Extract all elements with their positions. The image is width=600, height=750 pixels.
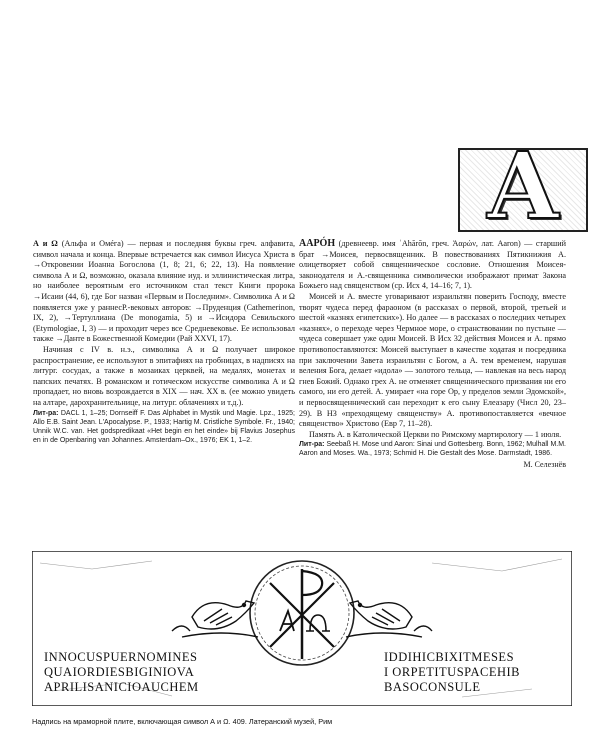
inscription-line: APRILISANICIOAUCHEM [44,680,199,694]
entry-headword: ААРÓН [299,238,336,249]
lit-text: Seebaß H. Mose und Aaron: Sinai und Gottesberg. Bonn, 1962; Mulhall M.M. Aaron and Moses. Wa., 1973; Schmid H. Die Gestalt des Mose. Darmstadt, 1986. [299,441,566,458]
right-column [299,239,566,471]
figure-caption: Надпись на мраморной плите, включающая символ А и Ω. 409. Латеранский музей, Рим [32,717,333,726]
drop-letter: A [487,132,559,240]
inscription-line: I ORPETITUSPACEHIB [384,665,520,679]
lit-text: DACL 1, 1–25; Dornseiff F. Das Alphabet in Mystik und Magie. Lpz., 1925; Allo E.B. Saint Jean. L'Apocalypse. P., 1933; Hartig M. Cristliche Symbole. Fr., 1940; Unnik W.C. van. Het godspredikaat «Het begin en het einde» bij Flavius Josephus en in de Openbaring van Johannes. Amsterdam–Ox., 1976; EK 1, 1–2. [33,409,295,444]
lit-label: Лит-ра: [299,441,325,449]
inscription-line: INNOCUSPUERNOMINES [44,650,198,664]
entry-aaron [299,239,566,292]
entry-text: (древнеевр. имя ʾAhărōn, греч. Ἀαρών, лат. Aaron) — старший брат →Моисея, первосвященник. В повествованиях Пятикнижия А. олицетворяет собой священническое сословие. Отношения Моисея-законодателя и А.-священника символически изображают примат Закона Божьего над священством (ср. Исх 4, 14–16; 7, 1). [299,239,566,291]
inscription-line: IDDIHICBIXITMESES [384,650,515,664]
inscription-line: BASOCONSULE [384,680,481,694]
lit-label: Лит-ра: [33,409,59,417]
marble-slab-drawing [32,551,572,706]
left-column [33,239,295,445]
entry-alpha-omega [33,239,295,345]
inscription-line: QUAIORDIESBIGINIOVA [44,665,195,679]
entry-paragraph: Моисей и А. вместе уговаривают израильтян поверить Господу, вместе творят чудеса перед фараоном (в рассказах о первой, второй, третьей и шестой «казнях египетских»). Но далее — в рассказах о последних четырех «казнях», о переходе через Чермное море, о странствовании по пустыне — чудеса совершает уже один Моисей. В Исх 32 действия Моисея и А. прямо противопоставляются: Моисей выступает в качестве ходатая и посредника при заключении Завета израильтян с Богом, а А. тем временем, нарушая веления Бога, делает «идола» — золотого тельца, — навлекая на весь народ гнев Божий. Однако грех А. не отменяет священнического призвания ни его самого, ни его детей. А. умирает «на горе Ор, у пределов земли Эдомской», и первосвященнический сан переходит к его сыну Елеазару (Числ 20, 23–29). В НЗ «преходящему священству» А. противопоставляется «вечное священство» Христово (Евр 7, 11–28). [299,291,566,429]
entry-headword: А и Ω [33,239,58,248]
entry-paragraph: Начиная с IV в. н.э., символика А и Ω получает широкое распространение, ее используют в эпитафиях на гробницах, в надписях на литург. сосудах, а также в мозаиках церквей, на медалях, монетах и папских печатях. В романском и готическом искусстве символика А и Ω пропадает, но вновь возрождается в XIX — нач. XX в. (ее можно увидеть на алтаре, дарохранительнице, на литург. облачениях и т.д.). [33,344,295,407]
bibliography [299,440,566,458]
drop-letter-box [458,132,588,240]
entry-text: (Альфа и Омéга) — первая и последняя буквы греч. алфавита, символ начала и конца. Впервые встречается как символ Иисуса Христа в →Откровении Иоанна Богослова (1, 8; 21, 6; 22, 13). На появление символа А и Ω, возможно, оказала влияние иуд. и эллинистическая литра, но наиболее вероятным его источником стал текст Книги пророка →Исаии (44, 6), где Бог назван «Первым и Последним». Символика А и Ω появляется уже у раннесР.-вековых авторов: →Пруденция (Cathemerinon, IX, 2), →Тертуллиана (De monogamia, 5) и →Исидора Севильского (Etymologiae, I, 3) — и проходит через все Средневековье. Ее использовал также →Данте в Божественной Комедии (Рай XXVI, 17). [33,239,296,344]
entry-paragraph: Память А. в Католической Церкви по Римскому мартирологу — 1 июля. [309,429,562,439]
author-signature: М. Селезнёв [523,460,566,470]
inscription-image [32,551,572,706]
bibliography [33,409,295,445]
